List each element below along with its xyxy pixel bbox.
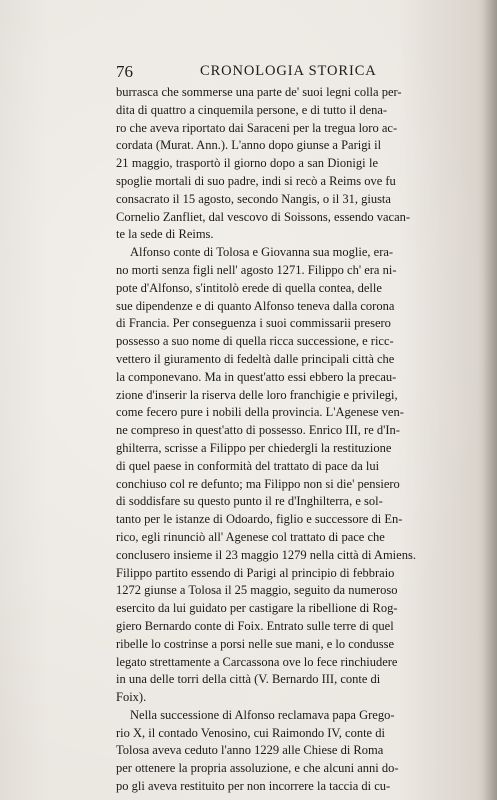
text-line: sue dipendenze e di quanto Alfonso teneva dalla corona	[116, 298, 395, 313]
paragraph	[116, 84, 411, 244]
text-line: in una delle torri della città (V. Bernardo III, conte di	[116, 672, 381, 687]
text-line: vettero il giuramento di fedeltà dalle principali città che	[116, 351, 395, 366]
text-line: di Francia. Per conseguenza i suoi commissarii presero	[116, 316, 391, 331]
text-line: consacrato il 15 agosto, secondo Nangis, o il 31, giusta	[116, 191, 391, 206]
paragraph	[116, 707, 399, 796]
text-line: conchiuso col re defunto; ma Filippo non si die' pensiero	[116, 476, 400, 491]
text-line: spoglie mortali di suo padre, indi si recò a Reims ove fu	[116, 173, 396, 188]
text-line: di soddisfare su questo punto il re d'Inghilterra, e sol-	[116, 494, 383, 509]
text-line: rio X, il contado Venosino, cui Raimondo IV, conte di	[116, 725, 385, 740]
text-line: no morti senza figli nell' agosto 1271. Filippo ch' era ni-	[116, 262, 397, 277]
text-line: la componevano. Ma in quest'atto essi ebbero la precau-	[116, 369, 397, 384]
text-line: burrasca che sommerse una parte de' suoi legni colla per-	[116, 85, 402, 99]
body-text	[116, 84, 416, 796]
text-line: conclusero insieme il 23 maggio 1279 nella città di Amiens.	[116, 547, 416, 562]
spine-shadow	[483, 0, 497, 800]
text-line: per ottenere la propria assoluzione, e che alcuni anni do-	[116, 761, 399, 776]
text-line: rico, egli rinunciò all' Agenese col trattato di pace che	[116, 529, 385, 544]
text-line: Foix).	[116, 690, 147, 705]
text-line: te la sede di Reims.	[116, 227, 214, 242]
text-line: po gli aveva restituito per non incorrere la taccia di cu-	[116, 779, 391, 794]
text-line: 1272 giunse a Tolosa il 25 maggio, seguito da numeroso	[116, 583, 398, 598]
text-line: Tolosa aveva ceduto l'anno 1229 alle Chiese di Roma	[116, 743, 384, 758]
text-line: pote d'Alfonso, s'intitolò erede di quella contea, delle	[116, 280, 382, 295]
text-line: come fecero pure i nobili della provincia. L'Agenese ven-	[116, 405, 404, 420]
paragraph	[116, 244, 416, 707]
text-line: di quel paese in conformità del trattato di pace da lui	[116, 458, 380, 473]
text-line: dita di quattro a cinquemila persone, e di tutto il dena-	[116, 102, 388, 117]
text-line: esercito da lui guidato per castigare la ribellione di Rog-	[116, 601, 398, 616]
text-line: giero Bernardo conte di Foix. Entrato sulle terre di quel	[116, 618, 394, 633]
text-line: tanto per le istanze di Odoardo, figlio e successore di En-	[116, 512, 403, 527]
page-header	[116, 62, 378, 84]
text-line: legato strettamente a Carcassona ove lo fece rinchiudere	[116, 654, 398, 669]
page-number: 76	[116, 62, 133, 81]
text-line: Cornelio Zanfliet, dal vescovo di Soissons, essendo vacan-	[116, 209, 411, 224]
text-line: Alfonso conte di Tolosa e Giovanna sua moglie, era-	[130, 245, 394, 260]
text-line: Nella successione di Alfonso reclamava papa Grego-	[130, 707, 395, 722]
text-line: ro che aveva riportato dai Saraceni per la tregua loro ac-	[116, 120, 398, 135]
text-line: cordata (Murat. Ann.). L'anno dopo giunse a Parigi il	[116, 138, 382, 153]
text-line: 21 maggio, trasportò il giorno dopo a san Dionigi le	[116, 156, 378, 171]
text-line: Filippo partito essendo di Parigi al principio di febbraio	[116, 565, 395, 580]
text-line: zione d'inserir la riserva delle loro franchigie e privilegi,	[116, 387, 398, 402]
text-line: ne compreso in quest'atto di possesso. Enrico III, re d'In-	[116, 423, 400, 438]
text-line: possesso a suo nome di quella ricca successione, e ricc-	[116, 334, 394, 349]
text-line: ghilterra, scrisse a Filippo per chiedergli la restituzione	[116, 440, 392, 455]
running-head: CRONOLOGIA STORICA	[200, 63, 377, 79]
text-line: ribelle lo costrinse a porsi nelle sue mani, e lo condusse	[116, 636, 395, 651]
